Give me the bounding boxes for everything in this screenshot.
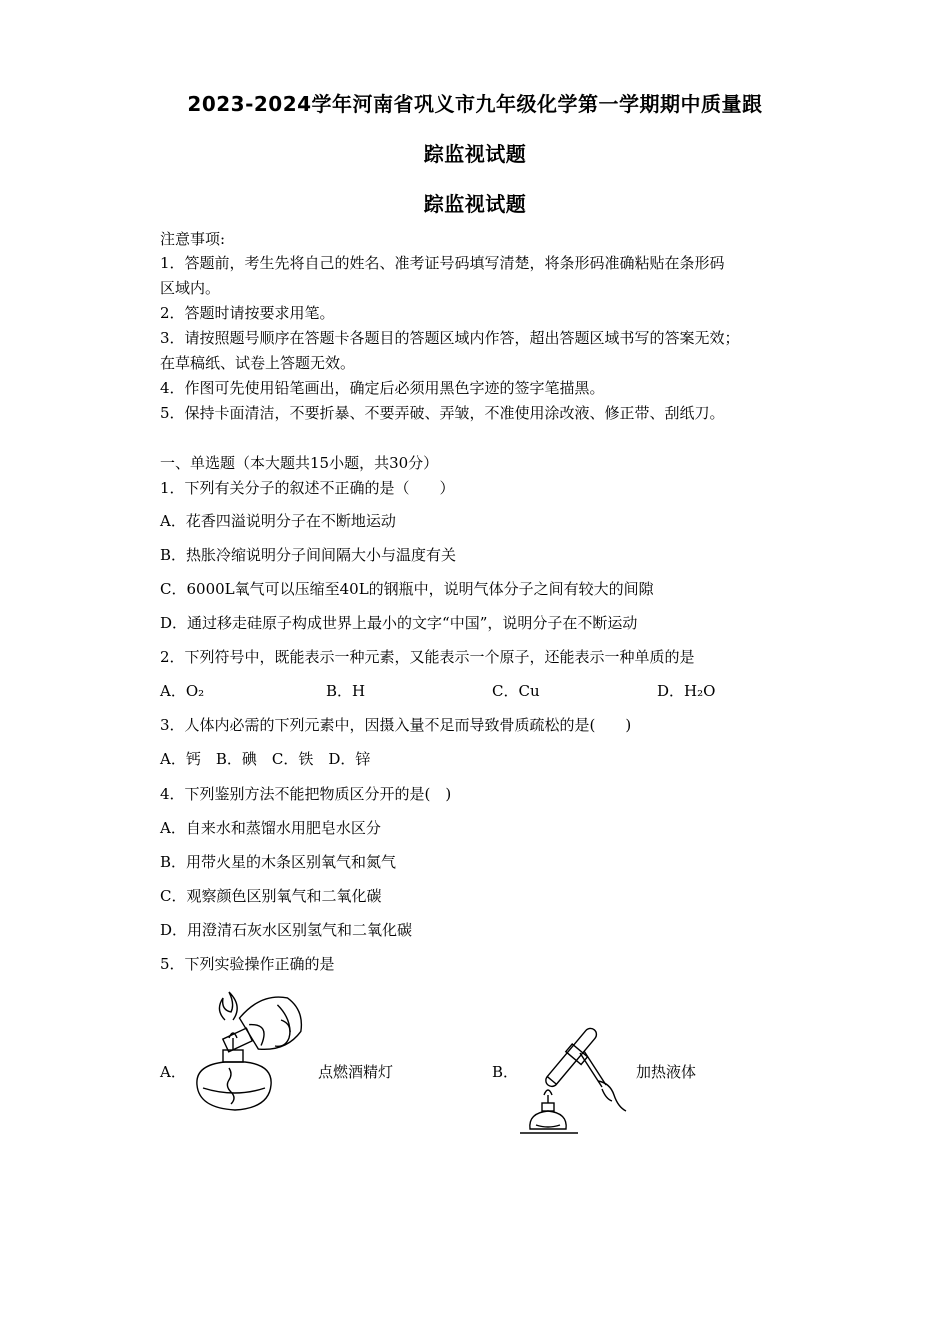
notice-item: 在草稿纸、试卷上答题无效。 (160, 354, 356, 372)
question-1-option-b: B．热胀冷缩说明分子间间隔大小与温度有关 (160, 546, 457, 564)
question-2-stem: 2．下列符号中，既能表示一种元素，又能表示一个原子，还能表示一种单质的是 (160, 648, 695, 666)
exam-title-line2: 踪监视试题 (423, 142, 527, 166)
question-5-option-a-caption: 点燃酒精灯 (318, 1063, 394, 1081)
question-2-option-b: B．H (326, 682, 366, 700)
question-1-option-a: A．花香四溢说明分子在不断地运动 (160, 512, 396, 530)
lighting-alcohol-lamp-figure (185, 990, 315, 1120)
heating-liquid-figure (518, 1025, 630, 1137)
section-heading: 一、单选题（本大题共15小题，共30分） (160, 454, 439, 472)
question-2-option-d: D．H₂O (657, 682, 716, 700)
question-4-stem: 4．下列鉴别方法不能把物质区分开的是( ) (160, 785, 452, 803)
notice-item: 1．答题前，考生先将自己的姓名、准考证号码填写清楚，将条形码准确粘贴在条形码 (160, 254, 725, 272)
question-5-stem: 5．下列实验操作正确的是 (160, 955, 335, 973)
question-5-option-b-letter: B． (492, 1063, 519, 1081)
question-4-option-b: B．用带火星的木条区别氧气和氮气 (160, 853, 397, 871)
question-1-stem: 1．下列有关分子的叙述不正确的是（ ） (160, 479, 455, 497)
notice-item: 3．请按照题号顺序在答题卡各题目的答题区域内作答，超出答题区域书写的答案无效； (160, 329, 740, 347)
notice-item: 4．作图可先使用铅笔画出，确定后必须用黑色字迹的签字笔描黑。 (160, 379, 605, 397)
notice-heading: 注意事项: (160, 230, 226, 248)
question-4-option-d: D．用澄清石灰水区别氢气和二氧化碳 (160, 921, 413, 939)
question-1-option-c: C．6000L氧气可以压缩至40L的钢瓶中，说明气体分子之间有较大的间隙 (160, 580, 654, 598)
notice-item: 2．答题时请按要求用笔。 (160, 304, 335, 322)
notice-item: 5．保持卡面清洁，不要折暴、不要弄破、弄皱，不准使用涂改液、修正带、刮纸刀。 (160, 404, 725, 422)
question-1-option-d: D．通过移走硅原子构成世界上最小的文字“中国”，说明分子在不断运动 (160, 614, 638, 632)
exam-title-line1: 2023-2024学年河南省巩义市九年级化学第一学期期中质量跟 (187, 92, 763, 116)
question-5-option-b-caption: 加热液体 (636, 1063, 697, 1081)
question-2-option-c: C．Cu (492, 682, 540, 700)
question-5-option-a-letter: A． (160, 1063, 186, 1081)
question-2-option-a: A．O₂ (160, 682, 205, 700)
notice-item: 区域内。 (160, 279, 221, 297)
question-4-option-c: C．观察颜色区别氧气和二氧化碳 (160, 887, 382, 905)
exam-title-line3: 踪监视试题 (423, 192, 527, 216)
question-3-stem: 3．人体内必需的下列元素中，因摄入量不足而导致骨质疏松的是( ) (160, 716, 632, 734)
question-4-option-a: A．自来水和蒸馏水用肥皂水区分 (160, 819, 381, 837)
question-3-options: A．钙 B．碘 C．铁 D．锌 (160, 750, 371, 768)
